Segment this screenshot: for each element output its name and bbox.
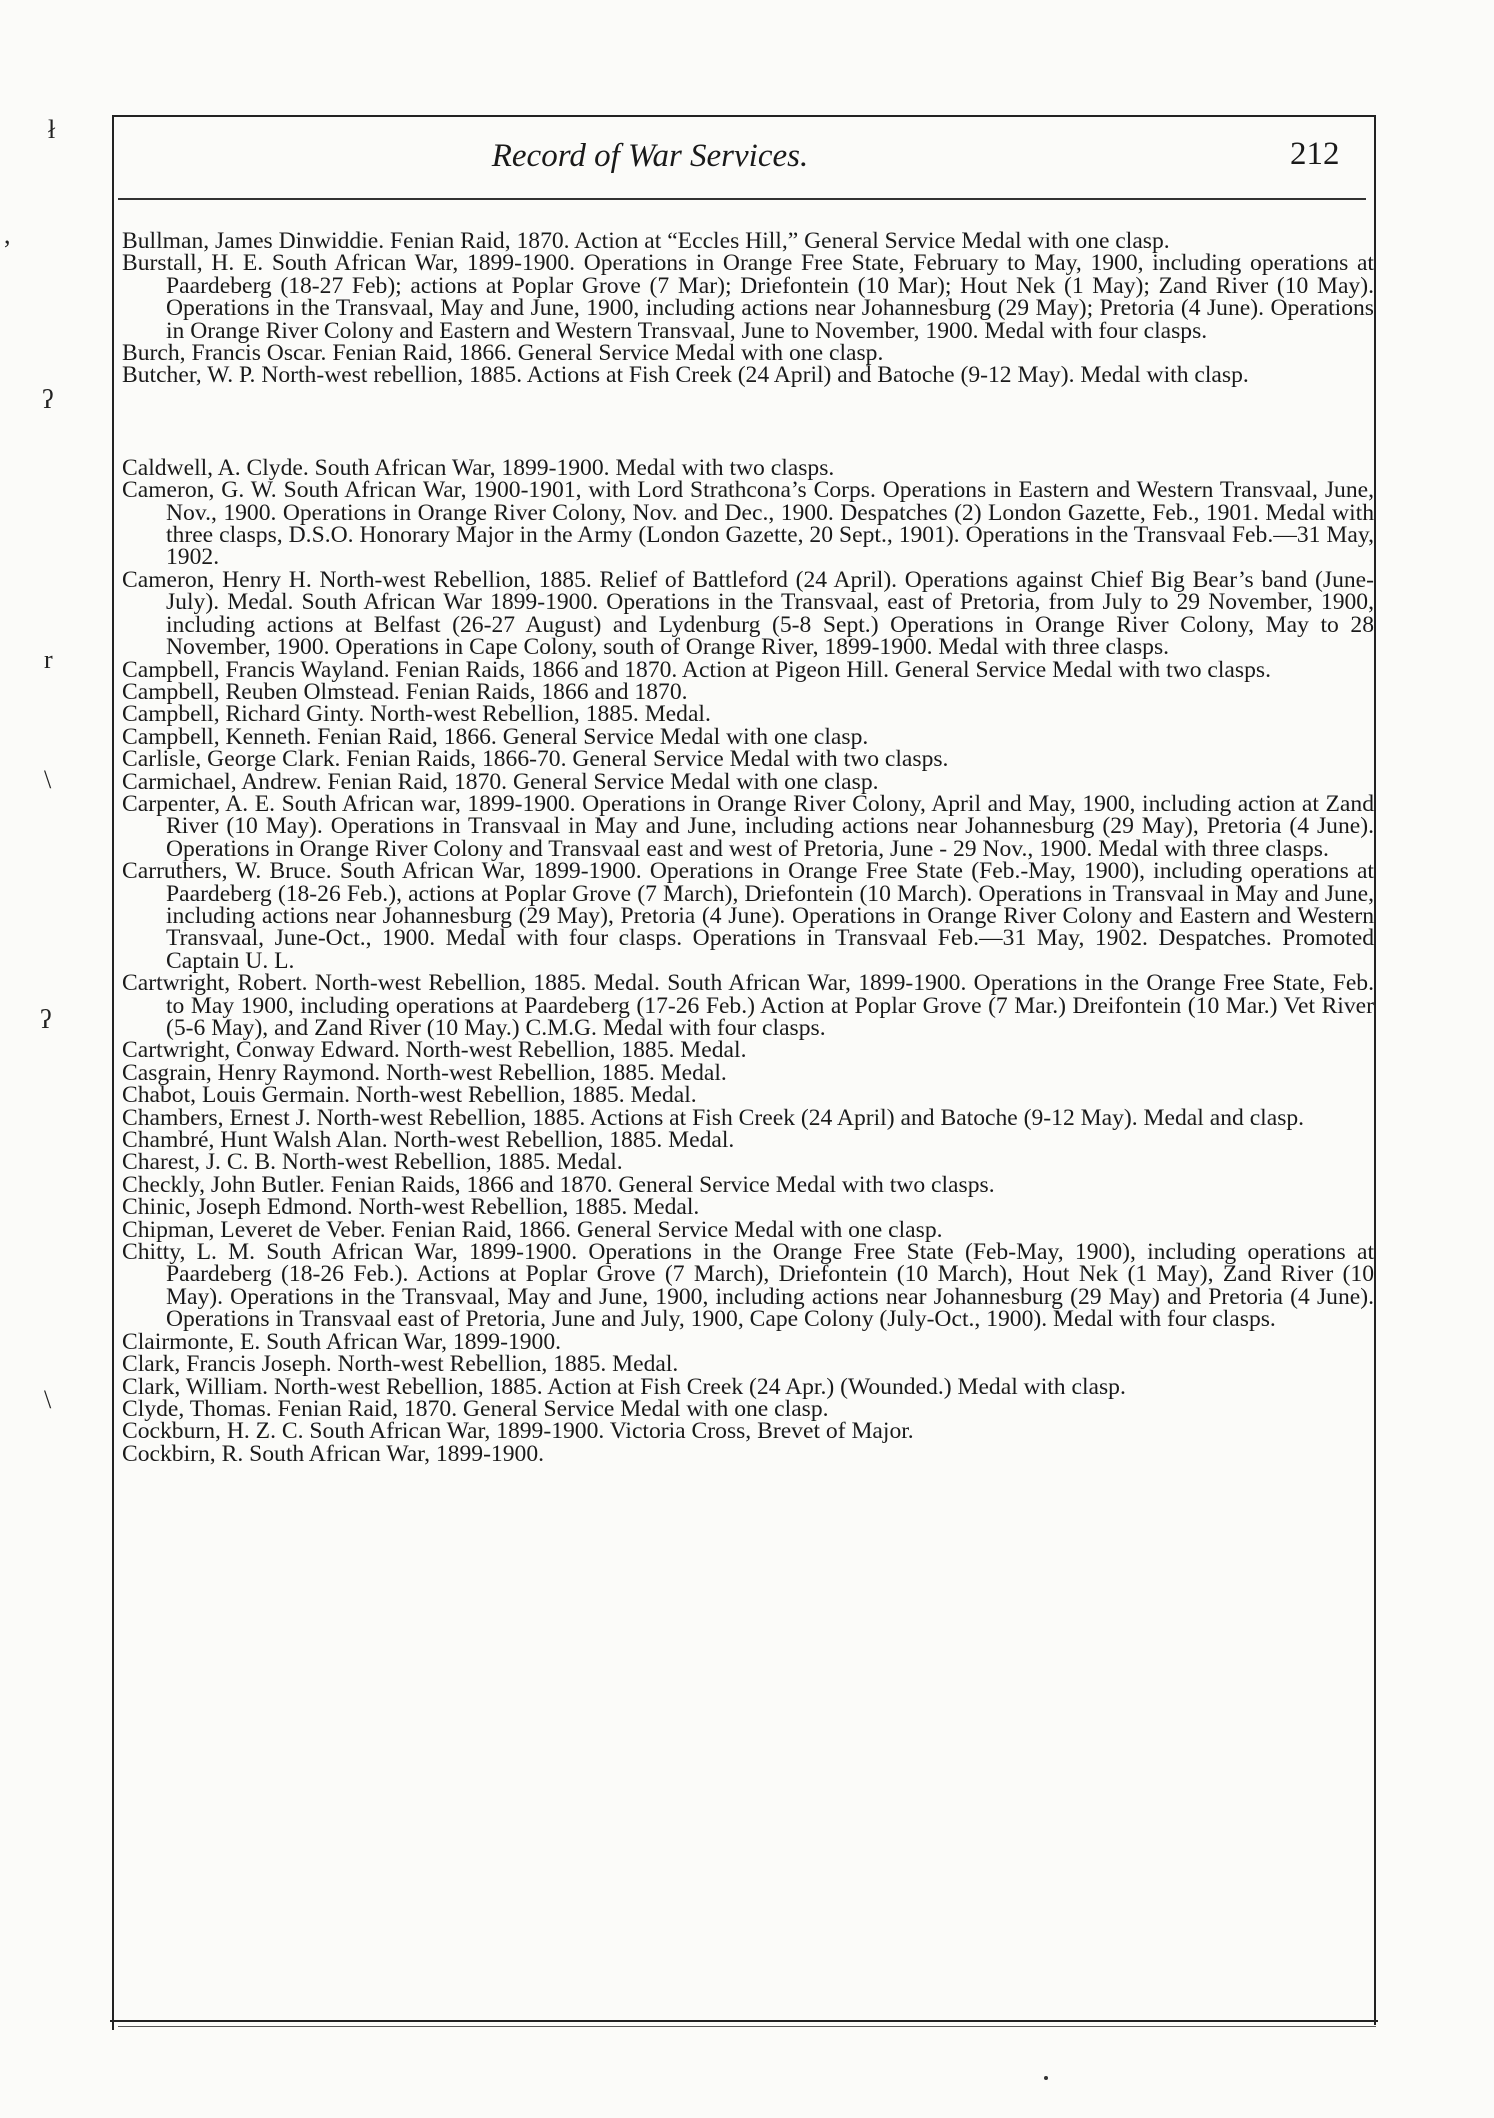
list-item: Chambré, Hunt Walsh Alan. North-west Rebellion, 1885. Medal. (122, 1127, 735, 1154)
list-item: Cartwright, Conway Edward. North-west Rebellion, 1885. Medal. (122, 1037, 747, 1064)
list-item: Cartwright, Robert. North-west Rebellion, 1885. Medal. South African War, 1899-1900. Operations in the Orange Free State, Feb. to May 1900, including operations at Paardeberg (17-26 Feb.) Action at Poplar Grove (7 Mar.) Dreifontein (10 Mar.) Vet River (5-6 May), and Zand River (10 May.) C.M.G. Medal with four clasps. (122, 970, 1374, 1041)
margin-mark: , (4, 220, 11, 249)
list-item: Chambers, Ernest J. North-west Rebellion, 1885. Actions at Fish Creek (24 April) and Batoche (9-12 May). Medal and clasp. (122, 1104, 1305, 1131)
list-item: Charest, J. C. B. North-west Rebellion, 1885. Medal. (122, 1149, 623, 1176)
list-item: Campbell, Kenneth. Fenian Raid, 1866. General Service Medal with one clasp. (122, 723, 869, 750)
entries-list (122, 230, 1374, 1465)
list-item: Cameron, G. W. South African War, 1900-1901, with Lord Strathcona’s Corps. Operations in Eastern and Western Transvaal, June, Nov., 1900. Operations in Orange River Colony, Nov. and Dec., 1900. Despatches (2) London Gazette, Feb., 1901. Medal with three clasps, D.S.O. Honorary Major in the Army (London Gazette, 20 Sept., 1901). Operations in the Transvaal Feb.—31 May, 1902. (122, 477, 1374, 571)
list-item: Carmichael, Andrew. Fenian Raid, 1870. General Service Medal with one clasp. (122, 768, 879, 795)
list-item: Burstall, H. E. South African War, 1899-1900. Operations in Orange Free State, February to May, 1900, including operations at Paardeberg (18-27 Feb); actions at Poplar Grove (7 Mar); Driefontein (10 Mar); Hout Nek (1 May); Zand River (10 May). Operations in the Transvaal, May and June, 1900, including actions near Johannesburg (29 May); Pretoria (4 June). Operations in Orange River Colony and Eastern and Western Transvaal, June to November, 1900. Medal with four clasps. (122, 250, 1374, 344)
list-item: Campbell, Richard Ginty. North-west Rebellion, 1885. Medal. (122, 701, 711, 728)
list-item: Checkly, John Butler. Fenian Raids, 1866 and 1870. General Service Medal with two clasps. (122, 1171, 995, 1198)
margin-mark: r (44, 645, 53, 674)
list-item: Burch, Francis Oscar. Fenian Raid, 1866. General Service Medal with one clasp. (122, 340, 884, 367)
list-item: Bullman, James Dinwiddie. Fenian Raid, 1870. Action at “Eccles Hill,” General Service Medal with one clasp. (122, 228, 1170, 254)
frame-right-rule (1374, 115, 1376, 2025)
bottom-rule-thin (118, 2026, 1376, 2027)
page-title: Record of War Services. (491, 138, 809, 174)
section-gap (122, 387, 1374, 457)
list-item: Chabot, Louis Germain. North-west Rebellion, 1885. Medal. (122, 1082, 697, 1109)
list-item: Chipman, Leveret de Veber. Fenian Raid, 1866. General Service Medal with one clasp. (122, 1216, 943, 1243)
list-item: Cockbirn, R. South African War, 1899-1900. (122, 1440, 545, 1467)
list-item: Chinic, Joseph Edmond. North-west Rebellion, 1885. Medal. (122, 1194, 700, 1221)
margin-mark: \ (44, 765, 52, 794)
list-item: Carpenter, A. E. South African war, 1899-1900. Operations in Orange River Colony, April and May, 1900, including action at Zand River (10 May). Operations in Transvaal in May and June, including actions near Johannesburg (29 May), Pretoria (4 June). Operations in Orange River Colony and Transvaal east and west of Pretoria, June - 29 Nov., 1900. Medal with three clasps. (122, 790, 1374, 862)
list-item: Campbell, Reuben Olmstead. Fenian Raids, 1866 and 1870. (122, 678, 688, 705)
list-item: Butcher, W. P. North-west rebellion, 1885. Actions at Fish Creek (24 April) and Batoche (9-12 May). Medal with clasp. (122, 362, 1249, 389)
list-item: Caldwell, A. Clyde. South African War, 1899-1900. Medal with two clasps. (122, 454, 835, 481)
list-item: Cameron, Henry H. North-west Rebellion, 1885. Relief of Battleford (24 April). Operations against Chief Big Bear’s band (June-July). Medal. South African War 1899-1900. Operations in the Transvaal, east of Pretoria, from July to 29 November, 1900, including actions at Belfast (26-27 August) and Lydenburg (5-8 Sept.) Operations in Orange River Colony, May to 28 November, 1900. Operations in Cape Colony, south of Orange River, 1899-1900. Medal with three clasps. (122, 566, 1374, 661)
list-item: Cockburn, H. Z. C. South African War, 1899-1900. Victoria Cross, Brevet of Major. (122, 1418, 914, 1445)
page-number: 212 (1290, 136, 1340, 172)
speck (1044, 2076, 1048, 2080)
margin-mark: ʔ (40, 1005, 52, 1034)
margin-mark: ł (48, 115, 56, 144)
list-item: Carruthers, W. Bruce. South African War, 1899-1900. Operations in Orange Free State (Feb.-May, 1900), including operations at Paardeberg (18-26 Feb.), actions at Poplar Grove (7 March), Driefontein (10 March). Operations in Transvaal in May and June, including actions near Johannesburg (29 May), Pretoria (4 June). Operations in Orange River Colony and Eastern and Western Transvaal, June-Oct., 1900. Medal with four clasps. Operations in Transvaal Feb.—31 May, 1902. Despatches. Promoted Captain U. L. (122, 858, 1374, 974)
margin-mark: ʔ (42, 385, 54, 414)
frame-top-rule (112, 115, 1376, 117)
bottom-rule (110, 2020, 1378, 2022)
list-item: Chitty, L. M. South African War, 1899-1900. Operations in the Orange Free State (Feb-May, 1900), including operations at Paardeberg (18-26 Feb.). Actions at Poplar Grove (7 March), Driefontein (10 March), Hout Nek (1 May), Zand River (10 May). Operations in the Transvaal, May and June, 1900, including actions near Johannesburg (29 May) and Pretoria (4 June). Operations in Transvaal east of Pretoria, June and July, 1900, Cape Colony (July-Oct., 1900). Medal with four clasps. (122, 1239, 1374, 1333)
list-item: Clyde, Thomas. Fenian Raid, 1870. General Service Medal with one clasp. (122, 1395, 829, 1422)
list-item: Clark, Francis Joseph. North-west Rebellion, 1885. Medal. (122, 1351, 679, 1378)
list-item: Carlisle, George Clark. Fenian Raids, 1866-70. General Service Medal with two clasps. (122, 746, 949, 773)
list-item: Casgrain, Henry Raymond. North-west Rebellion, 1885. Medal. (122, 1059, 727, 1086)
header-rule (118, 198, 1366, 200)
frame-left-rule (112, 115, 114, 2030)
list-item: Campbell, Francis Wayland. Fenian Raids, 1866 and 1870. Action at Pigeon Hill. General Service Medal with two clasps. (122, 656, 1271, 683)
list-item: Clairmonte, E. South African War, 1899-1900. (122, 1328, 562, 1355)
margin-mark: \ (44, 1385, 52, 1414)
list-item: Clark, William. North-west Rebellion, 1885. Action at Fish Creek (24 Apr.) (Wounded.) Medal with clasp. (122, 1373, 1126, 1400)
